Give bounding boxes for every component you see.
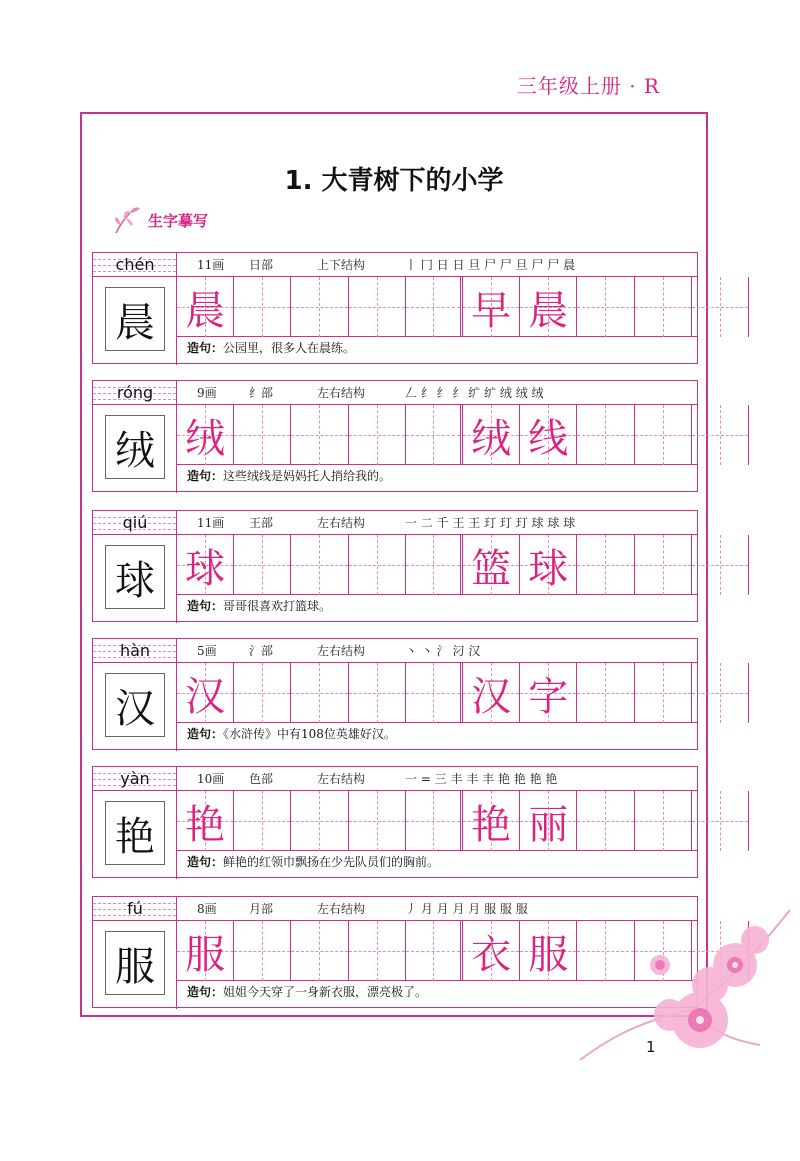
example-sentence [187, 853, 439, 870]
practice-cell[interactable] [692, 405, 749, 465]
character-info [177, 639, 697, 663]
practice-cell[interactable] [234, 277, 291, 337]
character-entry [92, 766, 698, 878]
cell-guide-horizontal [692, 693, 748, 694]
practice-character: 绒 [471, 415, 512, 462]
practice-cell[interactable] [520, 663, 577, 723]
practice-cell[interactable] [291, 921, 348, 981]
cell-guide-horizontal [234, 821, 290, 822]
model-character: 汉 [105, 673, 165, 737]
character-entry [92, 638, 698, 750]
cell-guide-horizontal [349, 307, 405, 308]
cell-guide-horizontal [291, 435, 347, 436]
practice-cell[interactable] [463, 921, 520, 981]
character-entry [92, 380, 698, 492]
practice-cell[interactable] [463, 277, 520, 337]
practice-character: 线 [528, 415, 569, 462]
practice-cell[interactable] [635, 535, 692, 595]
practice-character: 服 [185, 931, 226, 978]
practice-grid [177, 277, 697, 337]
sentence-text: 哥哥很喜欢打篮球。 [223, 599, 332, 613]
cell-guide-horizontal [577, 307, 633, 308]
practice-character: 衣 [471, 931, 512, 978]
model-character: 绒 [105, 415, 165, 479]
info-radical: 纟部 [249, 386, 274, 400]
practice-cell[interactable] [520, 791, 577, 851]
info-order: 丨 冂 日 日 旦 尸 尸 旦 尸 尸 晨 [405, 258, 576, 272]
practice-character: 球 [185, 545, 226, 592]
practice-cell[interactable] [635, 277, 692, 337]
info-strokes: 9画 [197, 386, 217, 400]
info-strokes: 10画 [197, 772, 225, 786]
practice-cell[interactable] [520, 405, 577, 465]
practice-cell[interactable] [349, 663, 406, 723]
cell-guide-horizontal [406, 951, 460, 952]
practice-character: 汉 [471, 673, 512, 720]
cell-guide-horizontal [635, 565, 691, 566]
info-structure: 左右结构 [317, 644, 366, 658]
practice-character: 晨 [528, 287, 569, 334]
model-character: 球 [105, 545, 165, 609]
practice-cell[interactable] [635, 663, 692, 723]
cell-guide-horizontal [635, 693, 691, 694]
model-character-box [93, 535, 177, 623]
character-entry [92, 510, 698, 622]
info-structure: 左右结构 [317, 516, 366, 530]
practice-cell[interactable] [577, 663, 634, 723]
info-strokes: 11画 [197, 516, 225, 530]
cell-guide-horizontal [635, 435, 691, 436]
info-order: 一 二 千 王 王 玎 玎 玎 球 球 球 [405, 516, 576, 530]
practice-character: 服 [528, 931, 569, 978]
character-info [177, 511, 697, 535]
practice-grid [177, 535, 697, 595]
practice-cell[interactable] [692, 277, 749, 337]
practice-character: 丽 [528, 801, 569, 848]
cell-guide-horizontal [349, 565, 405, 566]
practice-character: 艳 [185, 801, 226, 848]
cell-guide-horizontal [234, 693, 290, 694]
cell-guide-horizontal [349, 435, 405, 436]
practice-character: 早 [471, 287, 512, 334]
practice-cell[interactable] [177, 405, 234, 465]
cell-guide-horizontal [577, 565, 633, 566]
practice-cell[interactable] [463, 535, 520, 595]
practice-cell[interactable] [349, 405, 406, 465]
cell-guide-horizontal [406, 565, 460, 566]
practice-cell[interactable] [291, 405, 348, 465]
practice-cell[interactable] [406, 277, 463, 337]
page-number: 1 [646, 1038, 656, 1056]
practice-cell[interactable] [406, 791, 463, 851]
practice-character: 字 [528, 673, 569, 720]
cell-guide-horizontal [349, 951, 405, 952]
info-strokes: 11画 [197, 258, 225, 272]
info-order: 丿 月 月 月 月 服 服 服 [405, 902, 528, 916]
practice-grid [177, 405, 697, 465]
character-info [177, 767, 697, 791]
info-structure: 左右结构 [317, 386, 366, 400]
section-label-text: 生字摹写 [148, 211, 209, 230]
practice-grid [177, 663, 697, 723]
cell-guide-horizontal [692, 821, 748, 822]
cell-guide-horizontal [692, 435, 748, 436]
info-order: 丶 丶 氵 汈 汉 [405, 644, 481, 658]
info-radical: 月部 [249, 902, 274, 916]
practice-cell[interactable] [234, 791, 291, 851]
practice-cell[interactable] [692, 535, 749, 595]
practice-cell[interactable] [234, 405, 291, 465]
lesson-title: 1. 大青树下的小学 [284, 166, 504, 196]
practice-cell[interactable] [406, 663, 463, 723]
practice-character: 篮 [471, 545, 512, 592]
cell-guide-horizontal [234, 951, 290, 952]
model-character-box [93, 663, 177, 751]
practice-cell[interactable] [177, 663, 234, 723]
info-structure: 上下结构 [317, 258, 366, 272]
practice-cell[interactable] [291, 663, 348, 723]
pinyin-box [93, 511, 177, 535]
practice-cell[interactable] [177, 277, 234, 337]
example-sentence [187, 983, 427, 1000]
practice-cell[interactable] [520, 535, 577, 595]
cell-guide-horizontal [291, 951, 347, 952]
cell-guide-horizontal [406, 821, 460, 822]
model-character: 服 [105, 931, 165, 995]
practice-cell[interactable] [406, 405, 463, 465]
info-structure: 左右结构 [317, 902, 366, 916]
character-info [177, 253, 697, 277]
pinyin: qiú [122, 513, 148, 532]
sentence-label: 造句： [187, 727, 224, 741]
model-character-box [93, 921, 177, 1009]
practice-cell[interactable] [349, 921, 406, 981]
cell-guide-horizontal [291, 307, 347, 308]
sentence-text: 这些绒线是妈妈托人捎给我的。 [223, 469, 392, 483]
model-character: 晨 [105, 287, 165, 351]
practice-character: 艳 [471, 801, 512, 848]
practice-cell[interactable] [463, 405, 520, 465]
example-sentence [187, 339, 355, 356]
practice-character: 汉 [185, 673, 226, 720]
sentence-label: 造句： [187, 341, 224, 355]
practice-cell[interactable] [234, 663, 291, 723]
pinyin: hàn [119, 641, 151, 660]
info-radical: 氵部 [249, 644, 274, 658]
sentence-label: 造句： [187, 855, 224, 869]
cell-guide-horizontal [406, 693, 460, 694]
sentence-text: 鲜艳的红领巾飘扬在少先队员们的胸前。 [223, 855, 440, 869]
model-character-box [93, 791, 177, 879]
practice-cell[interactable] [577, 535, 634, 595]
cell-guide-horizontal [234, 565, 290, 566]
pinyin-box [93, 639, 177, 663]
cell-guide-horizontal [234, 307, 290, 308]
info-strokes: 5画 [197, 644, 217, 658]
practice-cell[interactable] [177, 921, 234, 981]
cell-guide-horizontal [406, 307, 460, 308]
cell-guide-horizontal [291, 821, 347, 822]
practice-cell[interactable] [577, 405, 634, 465]
sentence-text: 姐姐今天穿了一身新衣服，漂亮极了。 [223, 985, 428, 999]
practice-cell[interactable] [177, 535, 234, 595]
pinyin: yàn [120, 769, 150, 788]
practice-cell[interactable] [406, 921, 463, 981]
example-sentence [187, 597, 331, 614]
practice-cell[interactable] [349, 277, 406, 337]
pinyin: róng [116, 383, 154, 402]
practice-cell[interactable] [577, 277, 634, 337]
flower-decoration-icon [560, 870, 800, 1070]
sentence-text: 《水浒传》中有108位英雄好汉。 [223, 727, 396, 741]
practice-character: 球 [528, 545, 569, 592]
practice-cell[interactable] [463, 663, 520, 723]
sentence-text: 公园里，很多人在晨练。 [223, 341, 356, 355]
practice-cell[interactable] [291, 791, 348, 851]
info-radical: 色部 [249, 772, 274, 786]
info-radical: 王部 [249, 516, 274, 530]
flower-icon [110, 203, 144, 237]
practice-character: 晨 [185, 287, 226, 334]
cell-guide-horizontal [692, 307, 748, 308]
practice-cell[interactable] [234, 535, 291, 595]
cell-guide-horizontal [349, 693, 405, 694]
pinyin-box [93, 253, 177, 277]
pinyin: fú [127, 899, 143, 918]
info-structure: 左右结构 [317, 772, 366, 786]
cell-guide-horizontal [291, 693, 347, 694]
cell-guide-horizontal [577, 435, 633, 436]
practice-cell[interactable] [291, 277, 348, 337]
practice-cell[interactable] [635, 791, 692, 851]
example-sentence [187, 725, 396, 742]
sentence-label: 造句： [187, 985, 224, 999]
practice-cell[interactable] [291, 535, 348, 595]
practice-cell[interactable] [349, 791, 406, 851]
practice-cell[interactable] [349, 535, 406, 595]
practice-cell[interactable] [463, 791, 520, 851]
info-order: 𠃋 纟 纟 纟 纩 纩 绒 绒 绒 [405, 386, 544, 400]
character-entry [92, 252, 698, 364]
info-order: 一 = 三 丰 丰 丰 艳 艳 艳 艳 [405, 772, 558, 786]
pinyin-box [93, 381, 177, 405]
cell-guide-horizontal [692, 565, 748, 566]
cell-guide-horizontal [291, 565, 347, 566]
character-info [177, 381, 697, 405]
cell-guide-horizontal [406, 435, 460, 436]
practice-cell[interactable] [406, 535, 463, 595]
cell-guide-horizontal [577, 693, 633, 694]
practice-cell[interactable] [577, 791, 634, 851]
pinyin: chén [115, 255, 155, 274]
info-radical: 日部 [249, 258, 274, 272]
pinyin-box [93, 767, 177, 791]
sentence-label: 造句： [187, 599, 224, 613]
practice-character: 绒 [185, 415, 226, 462]
example-sentence [187, 467, 391, 484]
cell-guide-horizontal [635, 821, 691, 822]
model-character-box [93, 405, 177, 493]
section-label [110, 200, 208, 240]
page-header: 三年级上册 · R [516, 74, 660, 98]
sentence-label: 造句： [187, 469, 224, 483]
practice-cell[interactable] [692, 791, 749, 851]
practice-cell[interactable] [234, 921, 291, 981]
cell-guide-horizontal [577, 821, 633, 822]
practice-grid [177, 791, 697, 851]
model-character: 艳 [105, 801, 165, 865]
cell-guide-horizontal [635, 307, 691, 308]
practice-cell[interactable] [692, 663, 749, 723]
pinyin-box [93, 897, 177, 921]
cell-guide-horizontal [349, 821, 405, 822]
cell-guide-horizontal [234, 435, 290, 436]
practice-cell[interactable] [520, 277, 577, 337]
practice-cell[interactable] [177, 791, 234, 851]
model-character-box [93, 277, 177, 365]
info-strokes: 8画 [197, 902, 217, 916]
practice-cell[interactable] [635, 405, 692, 465]
